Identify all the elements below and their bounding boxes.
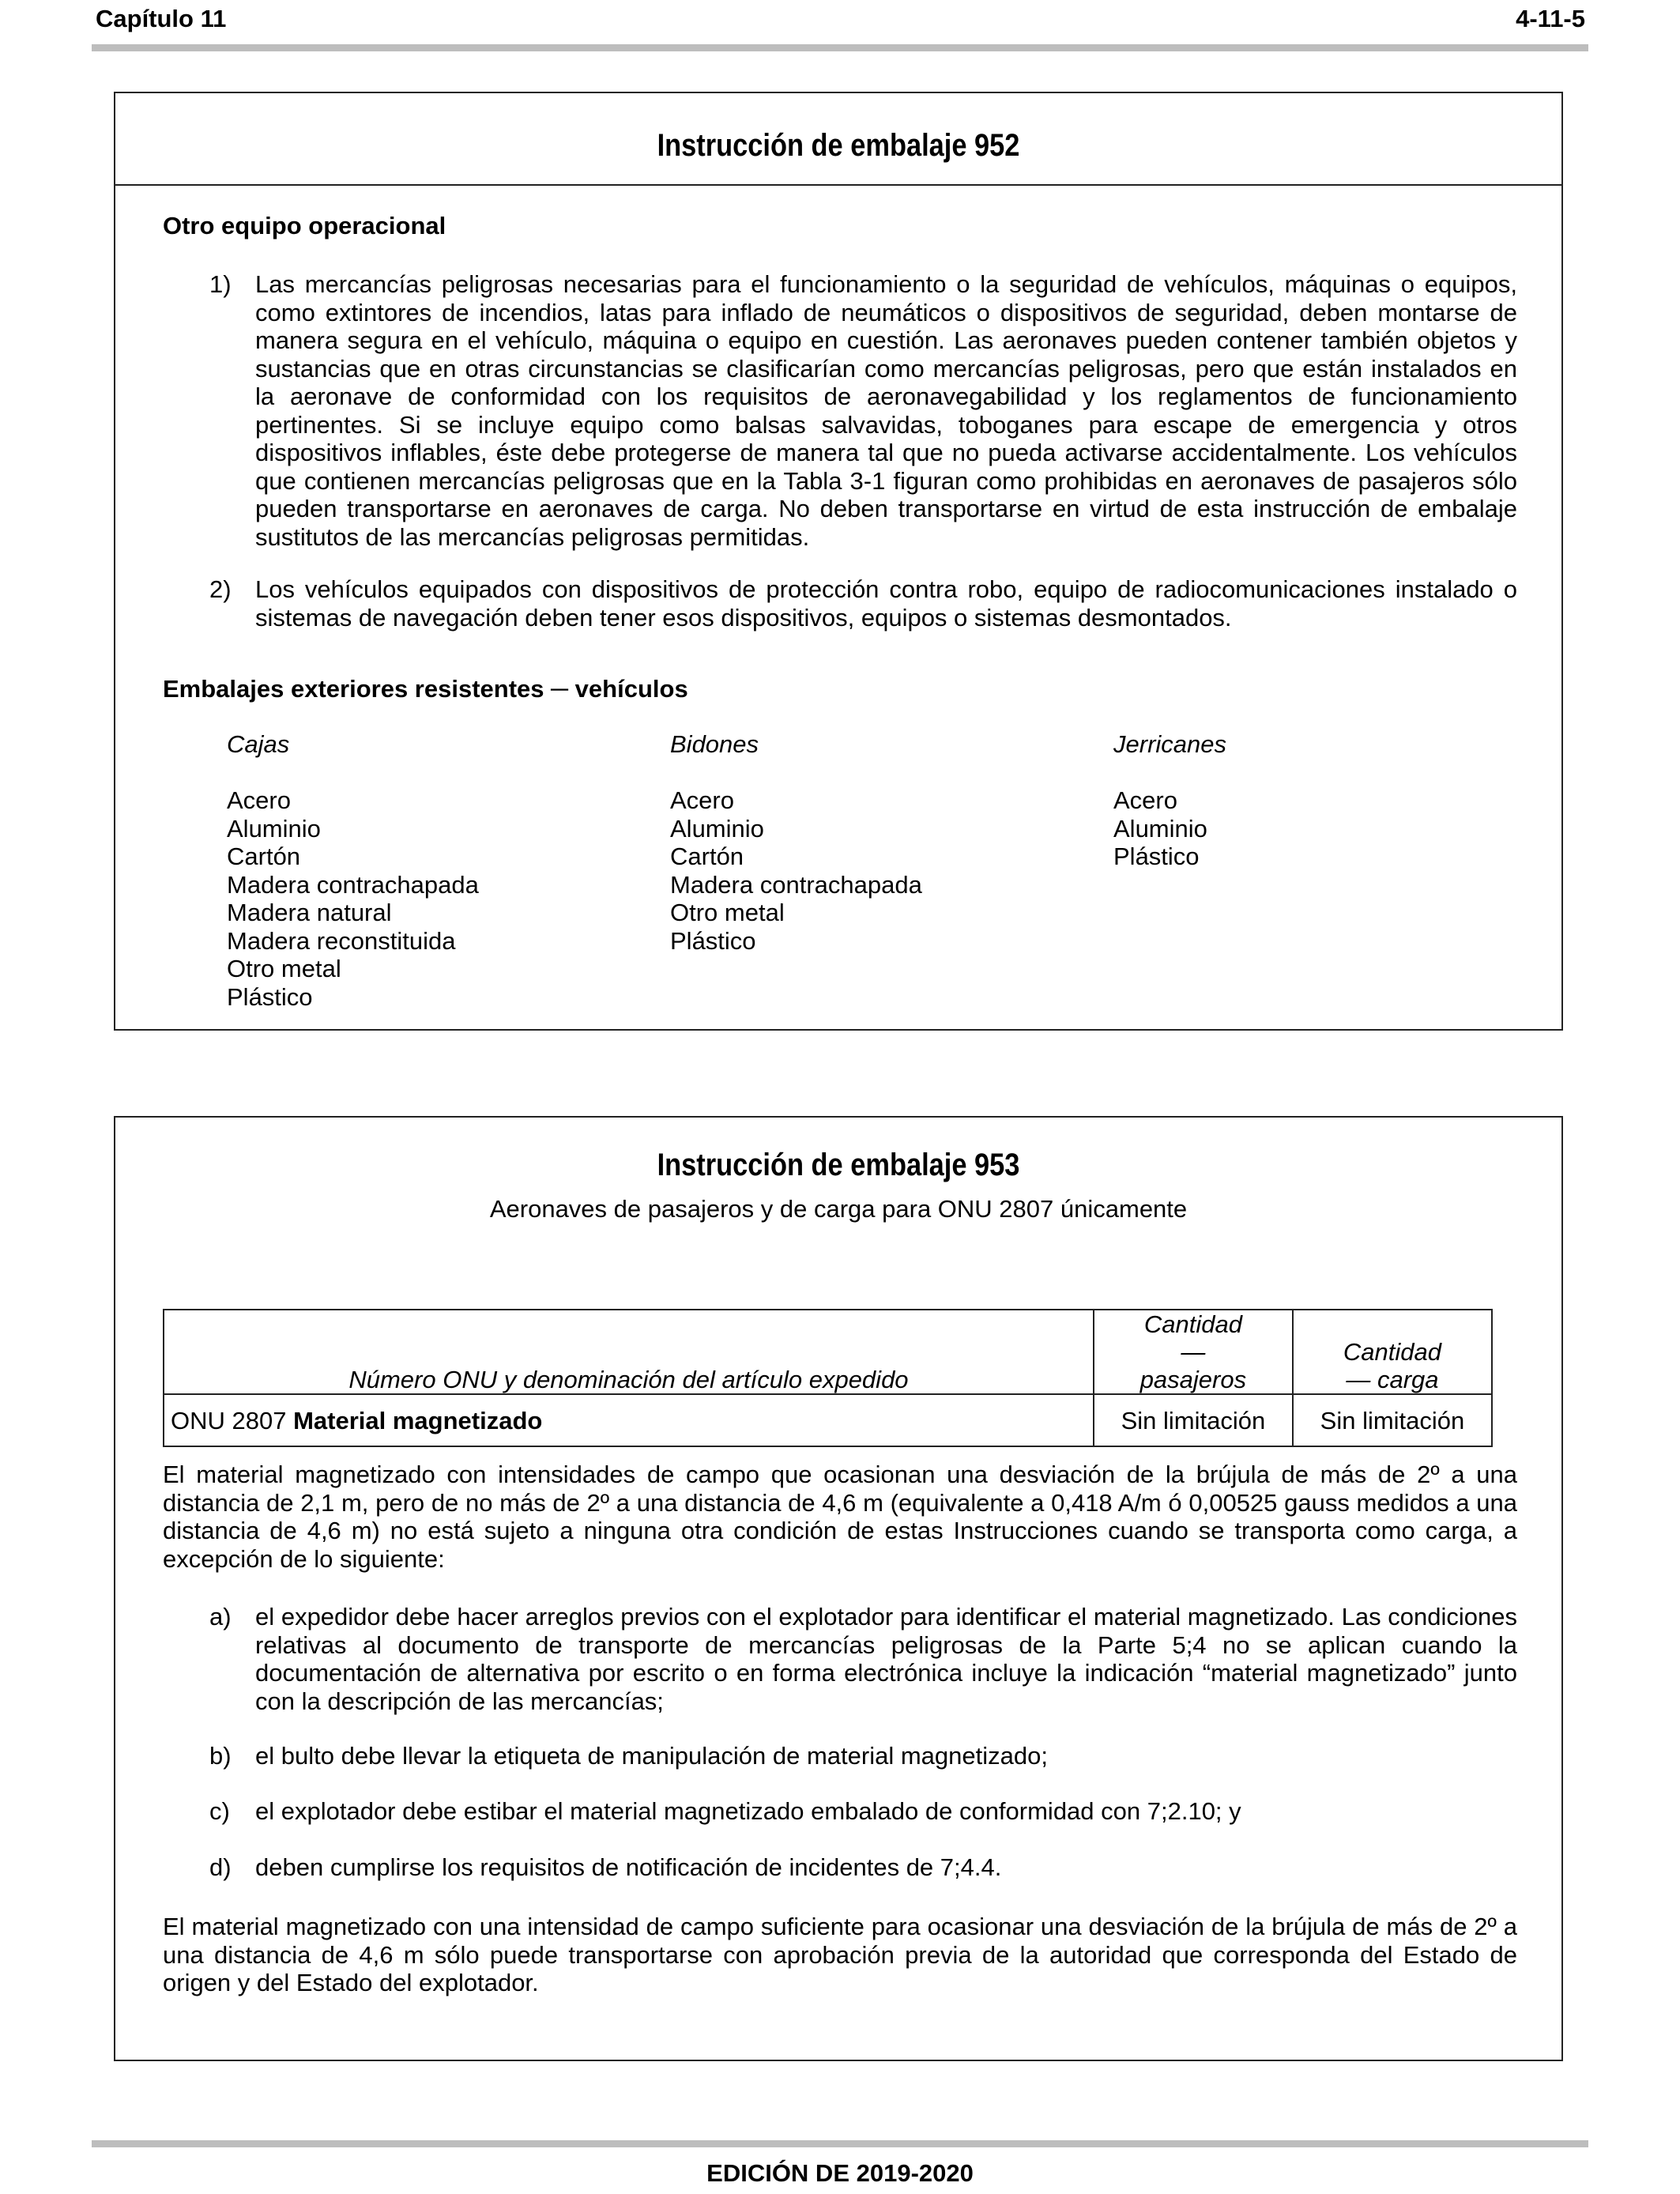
pi953-closing-paragraph: El material magnetizado con una intensidad de campo suficiente para ocasionar una desviación de la brújula de más de 2º a una distancia de 4,6 m sólo puede transportarse con aprobación previa de la autoridad que corresponda del Estado de origen y del Estado del explotador. [163, 1913, 1517, 1996]
item-text: el bulto debe llevar la etiqueta de manipulación de material magnetizado; [255, 1742, 1048, 1770]
table-cell-cargo: Sin limitación [1293, 1394, 1492, 1446]
pi953-condition-d [163, 1853, 1517, 1882]
item-text: el expedidor debe hacer arreglos previos con el explotador para identificar el material magnetizado. Las condiciones relativas al documento de transporte de mercancías peligrosas de la Parte 5;4 no se aplican cuando la documentación de alternativa por escrito o en forma electrónica incluye la indicación “material magnetizado” junto con la descripción de las mercancías; [255, 1603, 1517, 1715]
packaging-column-boxes [227, 730, 479, 1011]
packaging-item: Madera reconstituida [227, 926, 456, 955]
item-text: Los vehículos equipados con dispositivos de protección contra robo, equipo de radiocomunicaciones instalado o sistemas de navegación deben tener esos dispositivos, equipos o sistemas desmontados. [255, 575, 1517, 631]
packaging-column-jerricans [1113, 730, 1226, 871]
edition-label: EDICIÓN DE 2019-2020 [706, 2159, 974, 2187]
packaging-item: Aluminio [670, 814, 764, 843]
un-number: ONU 2807 [171, 1406, 287, 1434]
footer-rule [92, 2140, 1588, 2147]
packaging-item: Madera natural [227, 899, 392, 926]
packaging-item: Acero [227, 786, 291, 814]
pi953-condition-a [163, 1603, 1517, 1715]
packaging-column-heading: Jerricanes [1113, 730, 1226, 758]
item-label: a) [209, 1603, 232, 1630]
pi953-title: Instrucción de embalaje 953 [657, 1148, 1020, 1182]
packaging-item: Plástico [227, 982, 313, 1011]
packaging-item: Cartón [227, 843, 301, 870]
pi952-item-2 [163, 575, 1517, 631]
pi953-condition-b [163, 1742, 1517, 1770]
item-text: deben cumplirse los requisitos de notificación de incidentes de 7;4.4. [255, 1853, 1002, 1881]
pi952-packagings-heading: Embalajes exteriores resistentes ─ vehículos [163, 675, 688, 703]
packaging-item: Aluminio [227, 814, 321, 843]
item-label: 2) [209, 575, 232, 603]
item-text: el explotador debe estibar el material magnetizado embalado de conformidad con 7;2.10; y [255, 1797, 1241, 1825]
packaging-item: Plástico [1113, 843, 1200, 870]
packaging-column-drums [670, 730, 922, 955]
item-text: Las mercancías peligrosas necesarias para el funcionamiento o la seguridad de vehículos, máquinas o equipos, como extintores de incendios, latas para inflado de neumáticos o dispositivos de seguridad, deben montarse de manera segura en el vehículo, máquina o equipo en cuestión. Las aeronaves pueden contener también objetos y sustancias que en otras circunstancias se clasificarían como mercancías peligrosas, pero que están instalados en la aeronave de conformidad con los requisitos de aeronavegabilidad y los reglamentos de funcionamiento pertinentes. Si se incluye equipo como balsas salvavidas, toboganes para escape de emergencia y otros dispositivos inflables, éste debe protegerse de manera tal que no pueda activarse accidentalmente. Los vehículos que contienen mercancías peligrosas que en la Tabla 3-1 figuran como prohibidas en aeronaves de pasajeros sólo pueden transportarse en aeronaves de carga. No deben transportarse en virtud de esta instrucción de embalaje sustitutos de las mercancías peligrosas permitidas. [255, 270, 1517, 551]
item-label: c) [209, 1797, 230, 1825]
packaging-item: Otro metal [670, 899, 785, 926]
table-header-un-name: Número ONU y denominación del artículo expedido [164, 1310, 1094, 1394]
quantity-table [163, 1309, 1493, 1447]
packaging-column-heading: Cajas [227, 730, 290, 758]
packaging-item: Otro metal [227, 955, 341, 982]
packaging-item: Aluminio [1113, 814, 1207, 843]
packaging-item: Acero [670, 786, 734, 814]
packaging-item: Cartón [670, 843, 744, 870]
header-text: Cantidad — carga [1343, 1338, 1442, 1393]
item-label: d) [209, 1853, 232, 1881]
table-header-passenger [1094, 1310, 1293, 1394]
page-number: 4-11-5 [1516, 5, 1585, 32]
pi952-title: Instrucción de embalaje 952 [657, 128, 1020, 163]
header-rule [92, 44, 1588, 51]
packing-instruction-952-box [114, 92, 1563, 1031]
item-label: b) [209, 1742, 232, 1770]
table-row [164, 1394, 1492, 1446]
table-header-row [164, 1310, 1492, 1394]
pi952-section-heading: Otro equipo operacional [163, 212, 446, 239]
pi953-intro-paragraph: El material magnetizado con intensidades de campo que ocasionan una desviación de la brújula de más de 2º a una distancia de 2,1 m, pero de no más de 2º a una distancia de 4,6 m (equivalente a 0,418 A/m ó 0,00525 gauss medidos a una distancia de 4,6 m) no está sujeto a ninguna otra condición de estas Instrucciones cuando se transporta como carga, a excepción de lo siguiente: [163, 1461, 1517, 1573]
shipping-name: Material magnetizado [293, 1406, 543, 1434]
packaging-item: Acero [1113, 786, 1177, 814]
packaging-item: Plástico [670, 926, 756, 955]
pi952-item-1 [163, 270, 1517, 551]
table-cell-passenger: Sin limitación [1094, 1394, 1293, 1446]
chapter-label: Capítulo 11 [96, 5, 227, 32]
item-label: 1) [209, 270, 232, 298]
packaging-item: Madera contrachapada [670, 870, 922, 899]
table-cell-un-name [164, 1394, 1094, 1446]
pi952-title-bar [115, 93, 1561, 186]
pi953-condition-c [163, 1797, 1517, 1826]
header-text: Cantidad — pasajeros [1139, 1310, 1247, 1393]
packing-instruction-953-box [114, 1116, 1563, 2061]
packaging-column-heading: Bidones [670, 730, 759, 758]
packaging-item: Madera contrachapada [227, 870, 479, 899]
table-header-cargo [1293, 1310, 1492, 1394]
pi953-subtitle: Aeronaves de pasajeros y de carga para ONU 2807 únicamente [489, 1195, 1188, 1223]
